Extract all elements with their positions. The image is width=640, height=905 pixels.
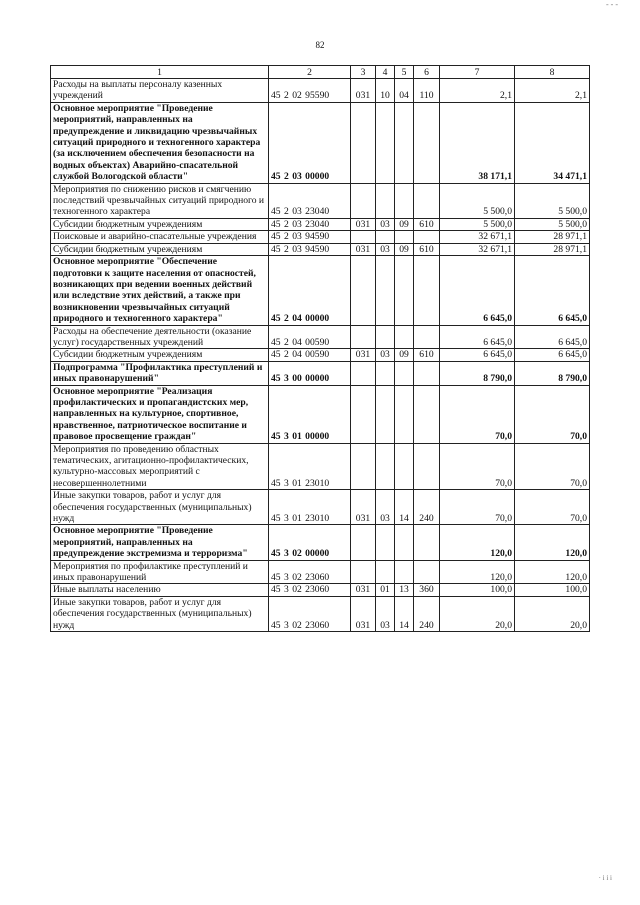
row-pr-cell: 14: [395, 596, 414, 631]
row-rz-cell: [376, 361, 395, 385]
row-rz-cell: 03: [376, 596, 395, 631]
row-name-cell: Основное мероприятие "Проведение мероприятий, направленных на предупреждение и ликвидацию чрезвычайных ситуаций природного и техногенного характера (за исключением обеспечения безопасности на водных объектах) Аварийно-спасательной службой Вологодской области": [51, 102, 269, 183]
row-rz-cell: [376, 385, 395, 443]
row-vr-cell: 110: [414, 79, 440, 103]
row-value-1-cell: 120,0: [440, 560, 515, 584]
row-vr-cell: [414, 325, 440, 349]
row-value-2-cell: 100,0: [515, 584, 590, 596]
row-vr-cell: [414, 231, 440, 243]
row-value-2-cell: 6 645,0: [515, 349, 590, 361]
row-value-2-cell: 34 471,1: [515, 102, 590, 183]
row-pr-cell: [395, 325, 414, 349]
row-pr-cell: [395, 102, 414, 183]
header-cell-code: 2: [269, 66, 351, 79]
row-code-cell: 45 3 01 23010: [269, 490, 351, 525]
row-grbs-cell: [351, 102, 376, 183]
row-rz-cell: [376, 525, 395, 560]
table-row: [51, 385, 590, 443]
row-value-1-cell: 6 645,0: [440, 325, 515, 349]
row-pr-cell: [395, 183, 414, 218]
row-code-cell: 45 2 03 00000: [269, 102, 351, 183]
row-pr-cell: 14: [395, 490, 414, 525]
row-name-cell: Подпрограмма "Профилактика преступлений и иных правонарушений": [51, 361, 269, 385]
row-rz-cell: 03: [376, 349, 395, 361]
row-grbs-cell: [351, 325, 376, 349]
row-vr-cell: 360: [414, 584, 440, 596]
header-cell-value-2: 8: [515, 66, 590, 79]
row-name-cell: Мероприятия по снижению рисков и смягчению последствий чрезвычайных ситуаций природного и техногенного характера: [51, 183, 269, 218]
row-rz-cell: 03: [376, 243, 395, 255]
row-code-cell: 45 3 02 23060: [269, 584, 351, 596]
row-value-2-cell: 20,0: [515, 596, 590, 631]
row-value-2-cell: 6 645,0: [515, 256, 590, 325]
row-vr-cell: [414, 102, 440, 183]
row-rz-cell: [376, 231, 395, 243]
row-value-2-cell: 2,1: [515, 79, 590, 103]
table-row: [51, 231, 590, 243]
page-number: 82: [315, 40, 325, 50]
row-vr-cell: [414, 361, 440, 385]
row-pr-cell: [395, 385, 414, 443]
row-code-cell: 45 3 02 00000: [269, 525, 351, 560]
row-vr-cell: 240: [414, 490, 440, 525]
table-row: [51, 79, 590, 103]
row-rz-cell: [376, 325, 395, 349]
row-value-2-cell: 70,0: [515, 443, 590, 490]
row-value-2-cell: 120,0: [515, 525, 590, 560]
table-row: [51, 218, 590, 230]
row-value-1-cell: 20,0: [440, 596, 515, 631]
row-grbs-cell: [351, 361, 376, 385]
row-vr-cell: 610: [414, 243, 440, 255]
row-code-cell: 45 2 04 00590: [269, 349, 351, 361]
table-row: [51, 243, 590, 255]
table-row: [51, 102, 590, 183]
row-grbs-cell: [351, 385, 376, 443]
header-cell-rz: 4: [376, 66, 395, 79]
row-code-cell: 45 2 03 94590: [269, 231, 351, 243]
row-pr-cell: 09: [395, 349, 414, 361]
row-code-cell: 45 2 03 23040: [269, 218, 351, 230]
row-grbs-cell: 031: [351, 349, 376, 361]
row-rz-cell: [376, 183, 395, 218]
table-row: [51, 361, 590, 385]
row-name-cell: Субсидии бюджетным учреждениям: [51, 218, 269, 230]
table-row: [51, 443, 590, 490]
row-pr-cell: 04: [395, 79, 414, 103]
row-pr-cell: [395, 560, 414, 584]
row-name-cell: Субсидии бюджетным учреждениям: [51, 243, 269, 255]
header-cell-name: 1: [51, 66, 269, 79]
row-vr-cell: [414, 385, 440, 443]
header-cell-pr: 5: [395, 66, 414, 79]
row-value-1-cell: 5 500,0: [440, 183, 515, 218]
row-name-cell: Иные закупки товаров, работ и услуг для обеспечения государственных (муниципальных) нужд: [51, 596, 269, 631]
table-row: [51, 596, 590, 631]
row-grbs-cell: [351, 443, 376, 490]
row-value-1-cell: 38 171,1: [440, 102, 515, 183]
row-rz-cell: 10: [376, 79, 395, 103]
row-name-cell: Расходы на обеспечение деятельности (оказание услуг) государственных учреждений: [51, 325, 269, 349]
table-row: [51, 584, 590, 596]
budget-table: [50, 65, 590, 632]
row-value-2-cell: 70,0: [515, 385, 590, 443]
row-vr-cell: 610: [414, 218, 440, 230]
header-cell-value-1: 7: [440, 66, 515, 79]
row-grbs-cell: [351, 256, 376, 325]
row-rz-cell: 03: [376, 218, 395, 230]
row-value-2-cell: 6 645,0: [515, 325, 590, 349]
table-row: [51, 560, 590, 584]
table-row: [51, 490, 590, 525]
row-vr-cell: 610: [414, 349, 440, 361]
row-vr-cell: [414, 560, 440, 584]
row-name-cell: Основное мероприятие "Реализация профилактических и пропагандистских мер, направленных на культурное, спортивное, нравственное, патриотическое воспитание и правовое просвещение граждан": [51, 385, 269, 443]
row-pr-cell: 09: [395, 243, 414, 255]
table-row: [51, 256, 590, 325]
row-rz-cell: 03: [376, 490, 395, 525]
row-value-1-cell: 70,0: [440, 490, 515, 525]
row-code-cell: 45 2 04 00590: [269, 325, 351, 349]
row-grbs-cell: 031: [351, 79, 376, 103]
row-value-1-cell: 120,0: [440, 525, 515, 560]
row-name-cell: Поисковые и аварийно-спасательные учреждения: [51, 231, 269, 243]
table-body: [51, 66, 590, 632]
corner-mark-top: - - -: [606, 0, 618, 9]
row-code-cell: 45 2 04 00000: [269, 256, 351, 325]
row-code-cell: 45 2 03 23040: [269, 183, 351, 218]
row-name-cell: Основное мероприятие "Проведение мероприятий, направленных на предупреждение экстремизма и терроризма": [51, 525, 269, 560]
row-grbs-cell: 031: [351, 243, 376, 255]
row-value-1-cell: 70,0: [440, 443, 515, 490]
row-value-2-cell: 5 500,0: [515, 218, 590, 230]
row-value-2-cell: 28 971,1: [515, 231, 590, 243]
row-rz-cell: 01: [376, 584, 395, 596]
row-grbs-cell: [351, 183, 376, 218]
row-name-cell: Основное мероприятие "Обеспечение подготовки к защите населения от опасностей, возникающих при ведении военных действий или вследствие этих действий, а также при возникновении чрезвычайных ситуаций природного и техногенного характера": [51, 256, 269, 325]
row-pr-cell: [395, 361, 414, 385]
header-cell-grbs: 3: [351, 66, 376, 79]
row-name-cell: Расходы на выплаты персоналу казенных учреждений: [51, 79, 269, 103]
row-name-cell: Субсидии бюджетным учреждениям: [51, 349, 269, 361]
row-value-2-cell: 120,0: [515, 560, 590, 584]
row-pr-cell: [395, 256, 414, 325]
row-value-2-cell: 70,0: [515, 490, 590, 525]
row-value-2-cell: 8 790,0: [515, 361, 590, 385]
row-grbs-cell: 031: [351, 218, 376, 230]
row-pr-cell: 13: [395, 584, 414, 596]
row-value-1-cell: 6 645,0: [440, 349, 515, 361]
row-vr-cell: [414, 183, 440, 218]
row-value-1-cell: 5 500,0: [440, 218, 515, 230]
row-value-1-cell: 100,0: [440, 584, 515, 596]
row-grbs-cell: [351, 231, 376, 243]
corner-mark-bottom: · і і і: [598, 874, 612, 882]
row-name-cell: Мероприятия по профилактике преступлений и иных правонарушений: [51, 560, 269, 584]
row-code-cell: 45 2 03 94590: [269, 243, 351, 255]
row-rz-cell: [376, 102, 395, 183]
table-row: [51, 349, 590, 361]
row-name-cell: Иные закупки товаров, работ и услуг для обеспечения государственных (муниципальных) нужд: [51, 490, 269, 525]
table-row: [51, 325, 590, 349]
row-grbs-cell: [351, 560, 376, 584]
header-cell-vr: 6: [414, 66, 440, 79]
table-row: [51, 525, 590, 560]
row-value-1-cell: 2,1: [440, 79, 515, 103]
row-vr-cell: [414, 443, 440, 490]
row-code-cell: 45 3 02 23060: [269, 596, 351, 631]
row-grbs-cell: 031: [351, 596, 376, 631]
row-pr-cell: [395, 525, 414, 560]
row-value-1-cell: 32 671,1: [440, 231, 515, 243]
row-code-cell: 45 2 02 95590: [269, 79, 351, 103]
row-grbs-cell: 031: [351, 584, 376, 596]
row-value-2-cell: 28 971,1: [515, 243, 590, 255]
row-name-cell: Мероприятия по проведению областных тематических, агитационно-профилактических, культурно-массовых мероприятий с несовершеннолетними: [51, 443, 269, 490]
row-name-cell: Иные выплаты населению: [51, 584, 269, 596]
row-grbs-cell: [351, 525, 376, 560]
row-code-cell: 45 3 02 23060: [269, 560, 351, 584]
row-pr-cell: [395, 443, 414, 490]
row-value-1-cell: 8 790,0: [440, 361, 515, 385]
row-rz-cell: [376, 256, 395, 325]
row-code-cell: 45 3 01 00000: [269, 385, 351, 443]
row-pr-cell: 09: [395, 218, 414, 230]
row-code-cell: 45 3 00 00000: [269, 361, 351, 385]
row-pr-cell: [395, 231, 414, 243]
row-value-1-cell: 6 645,0: [440, 256, 515, 325]
row-rz-cell: [376, 443, 395, 490]
table-row: [51, 183, 590, 218]
row-vr-cell: [414, 256, 440, 325]
row-rz-cell: [376, 560, 395, 584]
row-value-1-cell: 32 671,1: [440, 243, 515, 255]
row-value-2-cell: 5 500,0: [515, 183, 590, 218]
row-code-cell: 45 3 01 23010: [269, 443, 351, 490]
table-header-row: [51, 66, 590, 79]
row-vr-cell: [414, 525, 440, 560]
row-value-1-cell: 70,0: [440, 385, 515, 443]
row-vr-cell: 240: [414, 596, 440, 631]
row-grbs-cell: 031: [351, 490, 376, 525]
